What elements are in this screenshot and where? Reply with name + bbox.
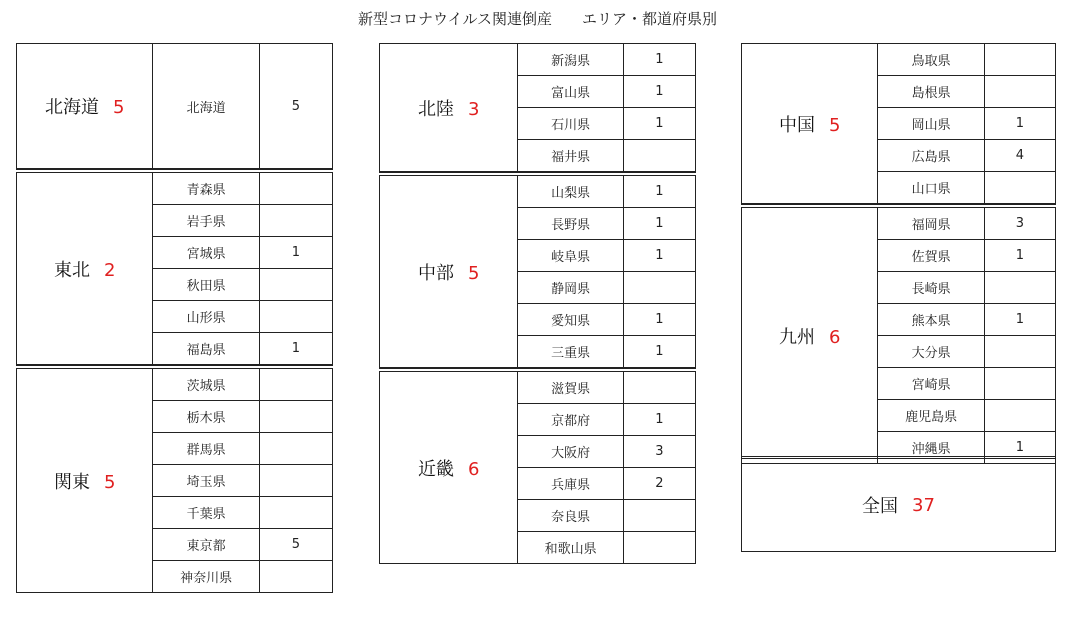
region-count: 5 [103,471,116,493]
region-cell [742,208,878,464]
prefecture-count: 1 [984,304,1055,336]
prefecture-count [984,336,1055,368]
region-count: 6 [828,326,841,348]
prefecture-name: 富山県 [518,76,623,108]
prefecture-name: 京都府 [518,404,623,436]
prefecture-name: 大阪府 [518,436,623,468]
region-cell [380,176,518,368]
prefecture-name: 福島県 [153,333,259,365]
region-name: 関東 [53,471,90,493]
prefecture-name: 福井県 [518,140,623,172]
region-table [379,371,696,564]
prefecture-name: 宮崎県 [878,368,984,400]
prefecture-count [259,401,332,433]
prefecture-name: 埼玉県 [153,465,259,497]
prefecture-name: 青森県 [153,173,259,205]
prefecture-name: 岐阜県 [518,240,623,272]
prefecture-count: 1 [623,404,695,436]
prefecture-count [623,140,695,172]
region-count: 5 [112,97,125,118]
prefecture-name: 茨城県 [153,369,259,401]
column-hokkaido-tohoku-kanto [16,43,333,593]
region-name: 中国 [778,114,815,136]
prefecture-count: 1 [259,333,332,365]
region-name: 東北 [53,259,90,281]
column-chugoku-kyushu [741,43,1056,464]
prefecture-name: 三重県 [518,336,623,368]
prefecture-name: 宮城県 [153,237,259,269]
prefecture-count: 1 [623,240,695,272]
prefecture-count: 1 [623,108,695,140]
region-table [16,368,333,593]
prefecture-name: 栃木県 [153,401,259,433]
prefecture-count [984,172,1055,204]
prefecture-name: 群馬県 [153,433,259,465]
prefecture-name: 静岡県 [518,272,623,304]
region-count: 6 [467,458,480,480]
prefecture-count: 3 [984,208,1055,240]
prefecture-name: 東京都 [153,529,259,561]
prefecture-count [984,44,1055,76]
prefecture-row [380,372,696,404]
prefecture-name: 千葉県 [153,497,259,529]
prefecture-count [623,272,695,304]
region-name: 北陸 [417,98,454,120]
region-table [741,207,1056,464]
region-table [379,43,696,172]
region-cell [17,369,153,593]
prefecture-count: 4 [984,140,1055,172]
prefecture-name: 北海道 [153,44,259,169]
prefecture-name: 長野県 [518,208,623,240]
region-count: 2 [103,259,116,281]
prefecture-name: 佐賀県 [878,240,984,272]
prefecture-count [259,369,332,401]
prefecture-count: 5 [259,529,332,561]
prefecture-count [259,269,332,301]
prefecture-count: 5 [259,44,332,169]
prefecture-name: 岡山県 [878,108,984,140]
prefecture-name: 広島県 [878,140,984,172]
region-count: 3 [467,98,480,120]
prefecture-name: 山形県 [153,301,259,333]
prefecture-count [259,433,332,465]
prefecture-row [380,176,696,208]
prefecture-name: 新潟県 [518,44,623,76]
total-count: 37 [912,494,935,516]
prefecture-name: 石川県 [518,108,623,140]
prefecture-count: 1 [259,237,332,269]
region-name: 九州 [778,326,815,348]
region-name: 近畿 [417,458,454,480]
prefecture-count: 1 [984,240,1055,272]
prefecture-name: 岩手県 [153,205,259,237]
prefecture-count [259,205,332,237]
prefecture-count: 1 [623,176,695,208]
prefecture-name: 山口県 [878,172,984,204]
region-count: 5 [467,262,480,284]
prefecture-count [259,497,332,529]
prefecture-name: 島根県 [878,76,984,108]
prefecture-count [623,372,695,404]
national-total [741,458,1056,552]
prefecture-name: 福岡県 [878,208,984,240]
prefecture-count: 1 [623,208,695,240]
column-hokuriku-chubu-kinki [379,43,696,564]
prefecture-count [984,272,1055,304]
region-name: 北海道 [44,97,99,118]
prefecture-row [380,44,696,76]
prefecture-name: 兵庫県 [518,468,623,500]
prefecture-name: 滋賀県 [518,372,623,404]
region-count: 5 [828,114,841,136]
prefecture-name: 沖縄県 [878,432,984,464]
prefecture-count [259,465,332,497]
prefecture-count [623,532,695,564]
prefecture-row [742,44,1056,76]
prefecture-name: 愛知県 [518,304,623,336]
prefecture-count [984,76,1055,108]
prefecture-name: 山梨県 [518,176,623,208]
region-cell [742,44,878,204]
region-table [379,175,696,368]
prefecture-count [259,301,332,333]
region-cell [380,372,518,564]
prefecture-count: 1 [623,76,695,108]
region-table [16,172,333,365]
prefecture-count: 1 [623,44,695,76]
prefecture-row [17,369,333,401]
region-table [16,43,333,169]
prefecture-name: 奈良県 [518,500,623,532]
prefecture-name: 鳥取県 [878,44,984,76]
total-label: 全国 [862,496,899,517]
prefecture-row [17,44,333,169]
prefecture-count: 3 [623,436,695,468]
prefecture-count [259,173,332,205]
prefecture-count [259,561,332,593]
prefecture-count [984,400,1055,432]
prefecture-name: 秋田県 [153,269,259,301]
prefecture-name: 長崎県 [878,272,984,304]
prefecture-count [984,368,1055,400]
prefecture-name: 鹿児島県 [878,400,984,432]
prefecture-count: 1 [984,432,1055,464]
prefecture-name: 熊本県 [878,304,984,336]
prefecture-count: 1 [984,108,1055,140]
prefecture-count: 2 [623,468,695,500]
prefecture-count: 1 [623,336,695,368]
prefecture-name: 和歌山県 [518,532,623,564]
page-title: 新型コロナウイルス関連倒産 エリア・都道府県別 [357,10,718,28]
prefecture-count [623,500,695,532]
prefecture-row [742,208,1056,240]
region-table [741,43,1056,204]
prefecture-row [17,173,333,205]
region-cell [380,44,518,172]
region-cell [17,173,153,365]
region-name: 中部 [417,262,454,284]
region-cell [17,44,153,169]
prefecture-name: 大分県 [878,336,984,368]
prefecture-name: 神奈川県 [153,561,259,593]
prefecture-count: 1 [623,304,695,336]
